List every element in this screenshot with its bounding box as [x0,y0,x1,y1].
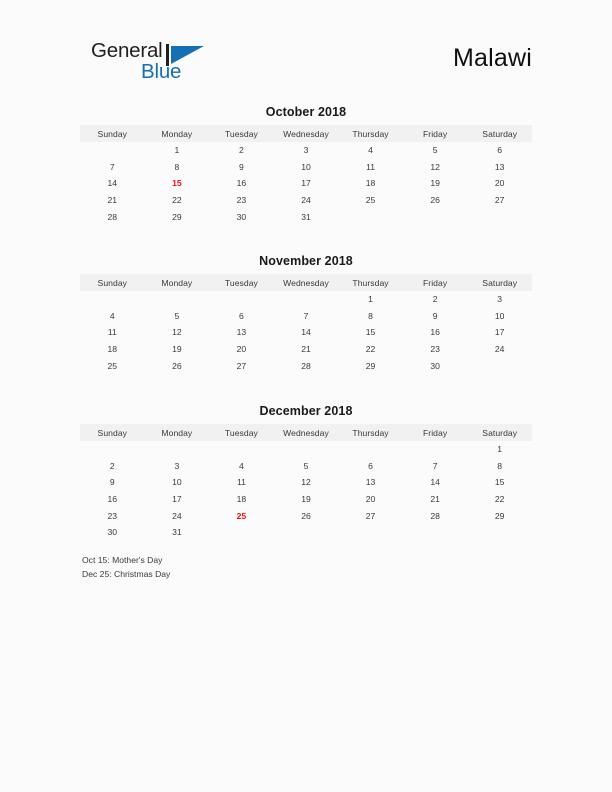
month-grid [80,274,532,374]
day-cell[interactable]: 21 [301,344,311,355]
week-row [80,507,532,524]
day-cell[interactable]: 6 [497,145,503,156]
day-cell[interactable]: 22 [365,344,376,355]
day-cell[interactable]: 10 [494,310,505,321]
day-cell[interactable]: 30 [430,360,440,371]
day-cell[interactable]: 21 [107,195,118,206]
day-cell[interactable]: 24 [494,344,505,355]
day-cell[interactable]: 21 [430,494,440,505]
day-cell[interactable]: 13 [236,327,247,338]
day-cell[interactable]: 18 [107,344,118,355]
weekday-header-row [80,274,532,291]
day-cell[interactable]: 4 [368,145,373,156]
day-cell[interactable]: 3 [174,460,180,471]
day-cell[interactable]: 14 [301,327,311,338]
week-row [80,341,532,358]
holiday-note: Dec 25: Christmas Day [82,568,171,579]
holiday-notes [82,554,482,581]
day-cell-empty [274,291,339,308]
weekday-header-tuesday: Tuesday [209,424,274,441]
week-row [80,474,532,491]
day-cell[interactable]: 5 [432,145,438,156]
day-cell[interactable]: 11 [107,327,117,338]
day-cell[interactable]: 23 [430,344,440,355]
day-cell-holiday[interactable]: 15 [172,178,182,189]
day-cell[interactable]: 17 [172,494,182,505]
general-blue-logo [91,38,271,90]
day-cell[interactable]: 11 [236,477,246,488]
week-row [80,291,532,308]
weekday-header-sunday: Sunday [80,125,145,142]
week-row [80,524,532,541]
weekday-header-monday: Monday [145,125,210,142]
weekday-header-tuesday: Tuesday [209,274,274,291]
day-cell[interactable]: 5 [174,310,180,321]
weekday-header-monday: Monday [145,424,210,441]
day-cell[interactable]: 14 [107,178,118,189]
month-title: October 2018 [265,105,347,119]
day-cell-empty [338,208,403,225]
week-row [80,491,532,508]
day-cell[interactable]: 2 [109,460,115,471]
day-cell[interactable]: 7 [109,161,115,172]
day-cell[interactable]: 22 [172,195,182,206]
month-block-october [80,105,532,225]
weekday-header-sunday: Sunday [80,424,145,441]
day-cell[interactable]: 6 [368,460,373,471]
day-cell[interactable]: 14 [430,477,440,488]
day-cell[interactable]: 26 [172,360,182,371]
weekday-header-tuesday: Tuesday [209,125,274,142]
day-cell[interactable]: 27 [494,195,505,206]
day-cell[interactable]: 25 [107,360,118,371]
page-masthead [80,38,532,90]
day-cell[interactable]: 20 [365,494,376,505]
day-cell[interactable]: 19 [301,494,311,505]
month-title: December 2018 [259,404,353,418]
week-row [80,324,532,341]
day-cell-empty [145,291,210,308]
weekday-header-friday: Friday [403,424,468,441]
day-cell[interactable]: 15 [494,477,505,488]
day-cell-empty [403,441,468,458]
day-cell[interactable]: 12 [430,161,440,172]
day-cell[interactable]: 1 [174,145,180,156]
day-cell[interactable]: 19 [430,178,440,189]
day-cell[interactable]: 6 [239,310,244,321]
week-row [80,357,532,374]
weekday-header-saturday: Saturday [467,125,532,142]
month-body [80,142,532,225]
holiday-note: Oct 15: Mother's Day [82,555,163,565]
day-cell-empty [403,208,468,225]
logo-text-blue: Blue [141,60,182,83]
page-title: Malawi [453,44,532,72]
day-cell[interactable]: 29 [172,211,182,222]
day-cell[interactable]: 5 [303,460,309,471]
week-row [80,175,532,192]
day-cell[interactable]: 9 [432,310,438,321]
day-cell[interactable]: 12 [172,327,182,338]
day-cell[interactable]: 10 [301,161,311,172]
day-cell[interactable]: 27 [236,360,247,371]
day-cell[interactable]: 8 [368,310,373,321]
day-cell[interactable]: 2 [432,294,438,305]
day-cell[interactable]: 12 [301,477,311,488]
weekday-header-saturday: Saturday [467,424,532,441]
day-cell[interactable]: 13 [494,161,505,172]
week-row [80,308,532,325]
day-cell[interactable]: 28 [430,510,440,521]
day-cell[interactable]: 11 [366,161,375,172]
month-title: November 2018 [259,254,353,268]
day-cell-empty [80,291,145,308]
day-cell-empty [338,441,403,458]
month-grid [80,125,532,225]
day-cell-empty [467,357,532,374]
day-cell[interactable]: 24 [172,510,182,521]
weekday-header-row [80,424,532,441]
day-cell-empty [403,524,468,541]
day-cell[interactable]: 18 [365,178,376,189]
day-cell[interactable]: 18 [236,494,247,505]
weekday-header-monday: Monday [145,274,210,291]
day-cell[interactable]: 30 [236,211,247,222]
day-cell[interactable]: 30 [107,527,118,538]
day-cell[interactable]: 24 [301,195,311,206]
day-cell-empty [274,524,339,541]
day-cell[interactable]: 2 [239,145,244,156]
month-grid [80,424,532,541]
day-cell[interactable]: 22 [494,494,505,505]
day-cell[interactable]: 1 [368,294,373,305]
month-block-november [80,254,532,374]
week-row [80,458,532,475]
week-row [80,441,532,458]
day-cell[interactable]: 28 [301,360,311,371]
weekday-header-thursday: Thursday [338,274,403,291]
week-row [80,208,532,225]
weekday-header-sunday: Sunday [80,274,145,291]
day-cell[interactable]: 10 [172,477,182,488]
day-cell[interactable]: 27 [365,510,376,521]
weekday-header-friday: Friday [403,125,468,142]
weekday-header-wednesday: Wednesday [274,424,339,441]
day-cell[interactable]: 26 [301,510,311,521]
day-cell[interactable]: 25 [365,195,376,206]
day-cell[interactable]: 29 [365,360,376,371]
day-cell[interactable]: 8 [174,161,180,172]
day-cell-holiday[interactable]: 25 [236,510,247,521]
day-cell[interactable]: 13 [365,477,376,488]
weekday-header-thursday: Thursday [338,424,403,441]
day-cell[interactable]: 16 [107,494,118,505]
day-cell[interactable]: 19 [172,344,182,355]
day-cell[interactable]: 20 [494,178,505,189]
day-cell-empty [209,441,274,458]
month-block-december [80,404,532,541]
day-cell-empty [80,441,145,458]
weekday-header-friday: Friday [403,274,468,291]
day-cell[interactable]: 9 [109,477,115,488]
day-cell-empty [467,208,532,225]
day-cell[interactable]: 4 [239,460,244,471]
day-cell[interactable]: 4 [109,310,115,321]
day-cell[interactable]: 31 [172,527,182,538]
weekday-header-wednesday: Wednesday [274,274,339,291]
day-cell[interactable]: 17 [494,327,505,338]
month-body [80,291,532,374]
weekday-header-wednesday: Wednesday [274,125,339,142]
day-cell[interactable]: 16 [430,327,440,338]
day-cell[interactable]: 1 [497,444,503,455]
day-cell[interactable]: 3 [497,294,503,305]
weekday-header-saturday: Saturday [467,274,532,291]
day-cell[interactable]: 8 [497,460,503,471]
weekday-header-row [80,125,532,142]
day-cell[interactable]: 7 [303,310,309,321]
day-cell-empty [467,524,532,541]
day-cell[interactable]: 15 [365,327,376,338]
day-cell-empty [80,142,145,159]
day-cell-empty [338,524,403,541]
month-body [80,441,532,541]
logo-text-general: General [91,39,163,62]
day-cell[interactable]: 29 [494,510,505,521]
day-cell-empty [145,441,210,458]
day-cell-empty [209,524,274,541]
day-cell[interactable]: 9 [239,161,244,172]
day-cell[interactable]: 20 [236,344,247,355]
day-cell-empty [274,441,339,458]
day-cell[interactable]: 28 [107,211,118,222]
week-row [80,192,532,209]
day-cell[interactable]: 31 [301,211,311,222]
week-row [80,142,532,159]
day-cell[interactable]: 23 [107,510,118,521]
day-cell[interactable]: 3 [303,145,309,156]
day-cell[interactable]: 26 [430,195,440,206]
weekday-header-thursday: Thursday [338,125,403,142]
day-cell[interactable]: 7 [432,460,438,471]
week-row [80,159,532,176]
day-cell[interactable]: 23 [236,195,247,206]
day-cell[interactable]: 16 [236,178,247,189]
day-cell-empty [209,291,274,308]
day-cell[interactable]: 17 [301,178,311,189]
